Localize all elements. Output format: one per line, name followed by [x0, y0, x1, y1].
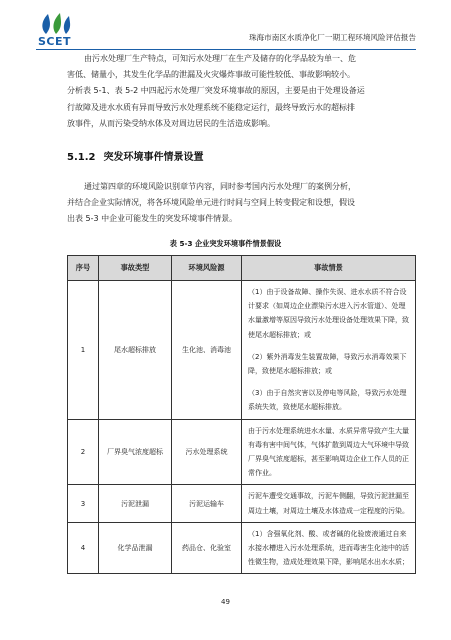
text-line: 并结合企业实际情况，将各环境风险单元进行时间与空间上转变假定和设想，假设 — [67, 198, 355, 208]
column-header-source: 环境风险源 — [172, 256, 242, 281]
scenario-text: （3）由于自然灾害以及停电等风险，导致污水处理系统失效，致使尾水超标排放。 — [248, 389, 407, 412]
text-line: 由污水处理厂生产特点，可知污水处理厂在生产及储存的化学品较为单一、危 — [84, 54, 356, 63]
table-row — [68, 419, 416, 485]
intro-paragraph — [67, 51, 416, 132]
section-heading — [67, 148, 203, 163]
scenario-text: 由于污水处理系统进水水量、水质异常导致产生大量有毒有害中间气体，气体扩散到周边大气环境中导致厂界臭气浓度超标，甚至影响周边企业工作人员的正常作业。 — [248, 426, 409, 478]
text-line: 通过第四章的环境风险识别章节内容，同时参考国内污水处理厂的案例分析， — [84, 182, 356, 191]
scenario-paragraph — [67, 179, 416, 228]
risk-source: 污水处理系统 — [172, 419, 242, 485]
table-row — [68, 281, 416, 420]
risk-source: 药品仓、化验室 — [172, 522, 242, 574]
text-line: 放事件，从而污染受纳水体及对周边居民的生活造成影响。 — [67, 118, 275, 128]
page-header — [36, 12, 416, 48]
page-number: 49 — [221, 598, 230, 606]
column-header-type: 事故类型 — [99, 256, 172, 281]
section-title: 突发环境事件情景设置 — [103, 152, 204, 163]
scenario-cell — [242, 419, 416, 485]
column-header-scenario: 事故情景 — [242, 256, 416, 281]
row-number: 1 — [68, 281, 99, 420]
accident-type: 厂界臭气浓度超标 — [99, 419, 172, 485]
row-number: 4 — [68, 522, 99, 574]
accident-type: 尾水超标排放 — [99, 281, 172, 420]
risk-source: 污泥运输车 — [172, 485, 242, 522]
header-divider — [36, 49, 416, 50]
logo-drops-icon — [36, 12, 96, 36]
table-caption: 表 5-3 企业突发环境事件情景假设 — [169, 239, 282, 248]
column-header-no: 序号 — [68, 256, 99, 281]
scenario-text: 污泥车遭受交通事故，污泥车侧翻，导致污泥泄漏至周边土壤，对周边土壤及水体造成一定程度的污染。 — [248, 492, 409, 515]
logo-text: SCET — [38, 35, 72, 48]
scet-logo — [36, 12, 96, 48]
text-line: 分析表 5-1、表 5-2 中四起污水处理厂突发环境事故的原因，主要是由于处理设备运 — [67, 86, 365, 96]
accident-type: 污泥泄漏 — [99, 485, 172, 522]
scenario-text: （1）由于设备故障、操作失误、进水水质不符合设计要求（如周边企业漂染污水进入污水管道）、处理水量激增等原因导致污水处理设备处理效果下降，致使尾水超标排放；或 — [248, 288, 409, 339]
table-row — [68, 522, 416, 574]
text-line: 行故障及进水水质有异而导致污水处理系统不能稳定运行，最终导致污水的超标排 — [67, 102, 355, 112]
scenario-text: （1）含强氧化剂、酸、或者碱的化验废液通过自来水接水槽进入污水处理系统，进而毒害生化池中的活性微生物，造成处理效果下降，影响尾水出水水质； — [248, 529, 409, 567]
text-line: 害低、储量小，其发生化学品的泄漏及火灾爆炸事故可能性较低、事故影响较小。 — [67, 70, 355, 80]
risk-source: 生化池、消毒池 — [172, 281, 242, 420]
text-line: 出表 5-3 中企业可能发生的突发环境事件情景。 — [67, 214, 238, 224]
table-header-row — [68, 256, 416, 281]
row-number: 2 — [68, 419, 99, 485]
row-number: 3 — [68, 485, 99, 522]
scenario-text: （2）紫外消毒发生装置故障，导致污水消毒效果下降，致使尾水超标排放；或 — [248, 352, 407, 376]
accident-type: 化学品泄漏 — [99, 522, 172, 574]
table-row — [68, 485, 416, 522]
scenario-cell — [242, 281, 416, 420]
scenario-table — [67, 255, 416, 574]
scenario-cell — [242, 522, 416, 574]
scenario-cell — [242, 485, 416, 522]
section-number: 5.1.2 — [67, 152, 96, 163]
document-title: 珠海市南区水质净化厂一期工程环境风险评估报告 — [248, 33, 416, 42]
